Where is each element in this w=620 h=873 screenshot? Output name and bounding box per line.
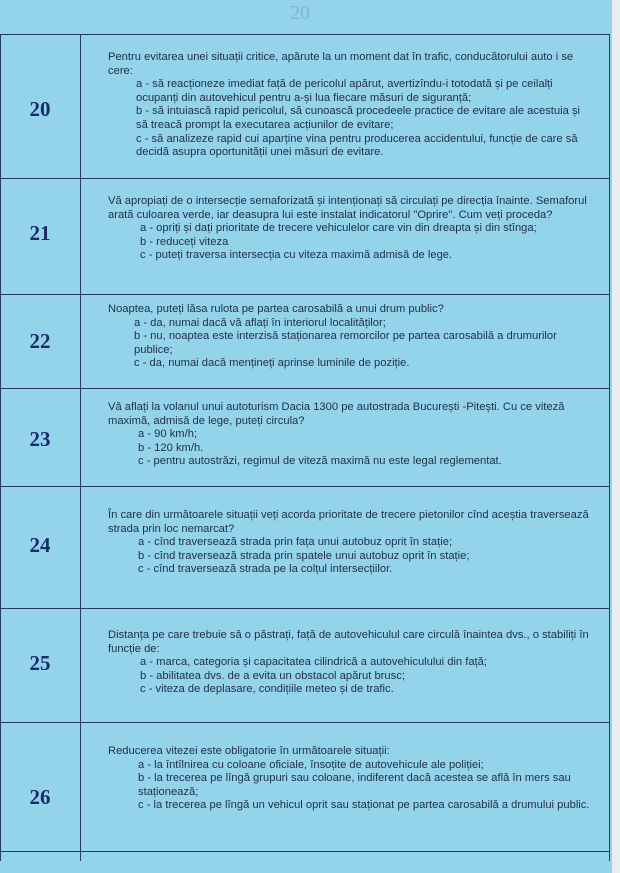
answer-option-a[interactable]: a - opriți și dați prioritate de trecere vehiculelor care vin din dreapta și din stînga; (140, 222, 537, 235)
question-number: 20 (29, 97, 51, 121)
answer-option-b[interactable]: b - să intuiască rapid pericolul, să cunoască procedeele practice de evitare ale acestuia și să treacă prompt la executarea acțiunilor de evitare; (136, 105, 581, 131)
question-text-block (108, 745, 593, 813)
question-stem: Noaptea, puteți lăsa rulota pe partea carosabilă a unui drum public? (108, 303, 444, 315)
answer-option-a[interactable]: a - cînd traversează strada prin fața unui autobuz oprit în stație; (138, 536, 453, 549)
answer-option-c[interactable]: c - pentru autostrăzi, regimul de viteză maximă nu este legal reglementat. (138, 455, 502, 468)
answer-option-b[interactable]: b - 120 km/h. (138, 441, 204, 454)
answer-option-b[interactable]: b - reduceți viteza (140, 235, 229, 248)
table-border-bottom (0, 851, 609, 852)
question-text-block (108, 401, 593, 469)
sheet-header (0, 0, 609, 34)
question-number: 24 (29, 533, 51, 557)
question-row-24 (0, 486, 609, 609)
table-border-right (609, 34, 610, 861)
question-text-block (108, 195, 593, 263)
answer-option-a[interactable]: a - da, numai dacă vă aflați în interiorul localităților; (134, 316, 386, 329)
answer-option-c[interactable]: c - da, numai dacă mențineți aprinse luminile de poziție. (134, 357, 410, 370)
question-text-block (108, 51, 593, 160)
question-text-block (108, 509, 593, 577)
question-stem: Vă apropiați de o intersecție semaforizată și intenționați să circulați pe direcția înainte. Semaforul arată culoarea verde, iar deasupra lui este instalat indicatorul "Oprire". Cum veți proceda? (108, 195, 587, 221)
answer-option-c[interactable]: c - să analizeze rapid cui aparține vina pentru producerea accidentului, funcție de care să decidă asupra oportunității unei măsuri de evitare. (136, 132, 578, 159)
question-row-23 (0, 388, 609, 487)
question-row-26 (0, 722, 609, 852)
question-number: 21 (29, 221, 51, 245)
answer-option-b[interactable]: b - abilitatea dvs. de a evita un obstacol apărut brusc; (140, 669, 405, 682)
answer-option-a[interactable]: a - marca, categoria și capacitatea cilindrică a autovehiculului din față; (140, 656, 487, 669)
answer-option-c[interactable]: c - cînd traversează strada pe la colțul intersecțiilor. (138, 563, 393, 576)
question-row-21 (0, 178, 609, 295)
question-stem: Vă aflați la volanul unui autoturism Dacia 1300 pe autostrada București -Pitești. Cu ce viteză maximă, admisă de lege, puteți circula? (108, 401, 565, 427)
answer-option-b[interactable]: b - cînd traversează strada prin spatele unui autobuz oprit în stație; (138, 549, 470, 562)
page-edge (612, 0, 620, 873)
question-number: 23 (29, 427, 51, 451)
question-row-20 (0, 34, 609, 179)
answer-option-b[interactable]: b - nu, noaptea este interzisă staționarea remorcilor pe partea carosabilă a drumurilor publice; (134, 330, 557, 356)
answer-option-c[interactable]: c - puteți traversa intersecția cu viteza maximă admisă de lege. (140, 249, 453, 262)
answer-option-a[interactable]: a - la întîlnirea cu coloane oficiale, însoțite de autovehicule ale poliției; (138, 758, 484, 771)
answer-option-a[interactable]: a - 90 km/h; (138, 428, 198, 441)
answer-option-a[interactable]: a - să reacționeze imediat față de pericolul apărut, avertizîndu-i totodată și pe ceilalți ocupanți din autovehicul pentru a-și lua fiecare măsuri de siguranță; (136, 78, 553, 104)
answer-option-c[interactable]: c - viteza de deplasare, condițiile meteo și de trafic. (140, 683, 394, 696)
question-number: 25 (29, 651, 51, 675)
answer-option-c[interactable]: c - la trecerea pe lîngă un vehicul oprit sau staționat pe partea carosabilă a drumului public. (138, 799, 590, 812)
question-stem: În care din următoarele situații veți acorda prioritate de trecere pietonilor cînd aceștia traversează strada prin loc nemarcat? (108, 509, 589, 535)
question-row-25 (0, 608, 609, 723)
question-row-22 (0, 294, 609, 389)
question-stem: Reducerea vitezei este obligatorie în următoarele situații: (108, 745, 390, 757)
question-number: 26 (29, 785, 51, 809)
ghost-page-number: 20 (290, 2, 310, 24)
question-stem: Pentru evitarea unei situații critice, apărute la un moment dat în trafic, conducătorului auto i se cere: (108, 51, 574, 77)
question-text-block (108, 629, 593, 697)
question-number: 22 (29, 329, 51, 353)
question-stem: Distanța pe care trebuie să o păstrați, față de autovehiculul care circulă înaintea dvs., o stabiliți în funcție de: (108, 629, 589, 655)
answer-option-b[interactable]: b - la trecerea pe lîngă grupuri sau coloane, indiferent dacă acestea se află în mers sau staționează; (138, 772, 571, 798)
question-text-block (108, 303, 593, 371)
